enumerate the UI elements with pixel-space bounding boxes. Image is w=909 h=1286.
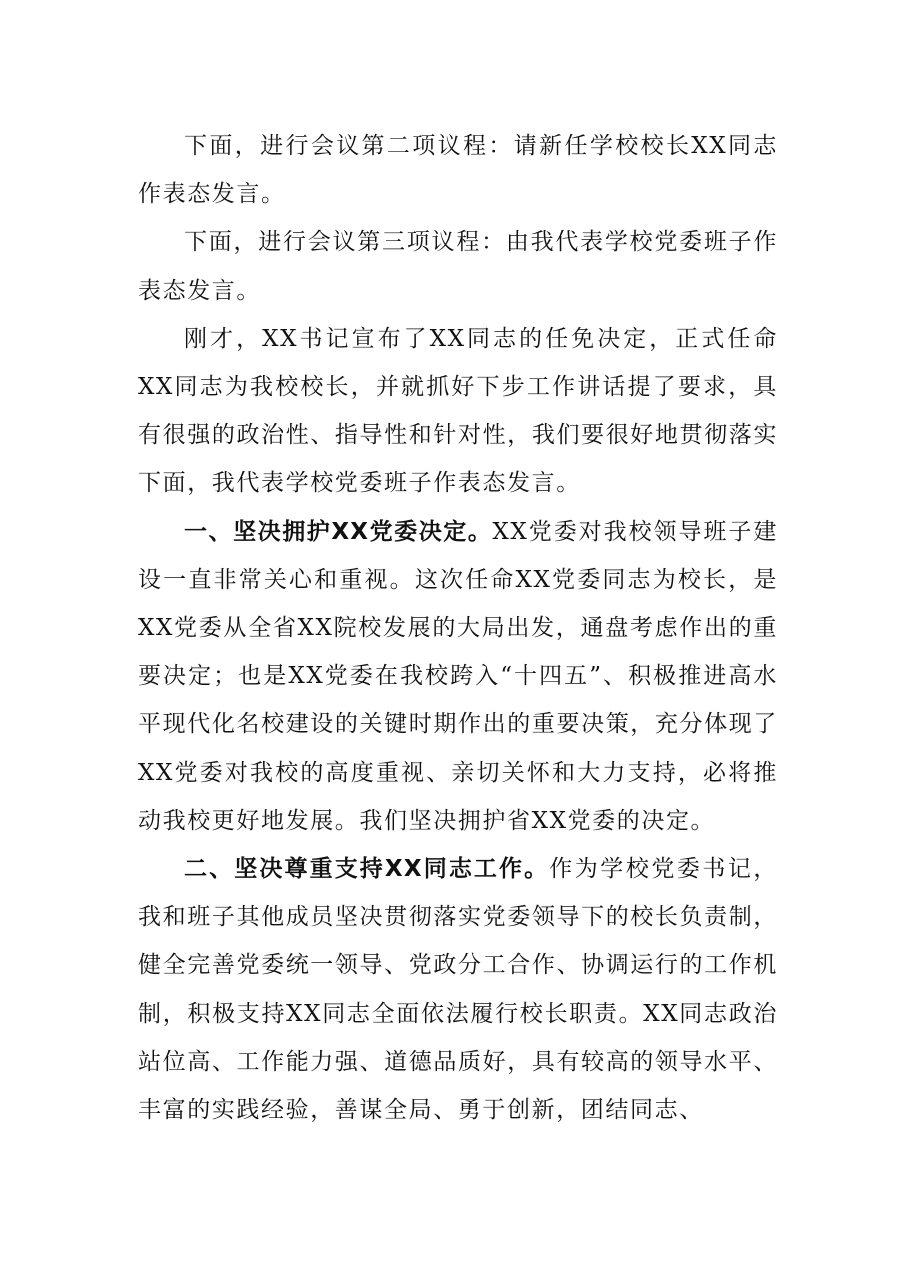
paragraph-agenda-item-3 — [138, 218, 778, 314]
paragraph-section-one — [138, 508, 778, 845]
section-heading: 二、坚决尊重支持XX同志工作。 — [184, 856, 550, 883]
paragraph-agenda-item-2 — [138, 122, 778, 218]
paragraph-text: 刚才，XX书记宣布了XX同志的任免决定，正式任命XX同志为我校校长，并就抓好下步工作讲话提了要求，具有很强的政治性、指导性和针对性，我们要很好地贯彻落实下面，我代表学校党委班子作表态发言。 — [138, 325, 778, 497]
paragraph-text: 下面，进行会议第三项议程：由我代表学校党委班子作表态发言。 — [138, 229, 778, 304]
section-heading: 一、坚决拥护XX党委决定。 — [184, 518, 493, 545]
document-body — [138, 122, 778, 1134]
paragraph-intro-remarks — [138, 315, 778, 508]
paragraph-text: XX党委对我校领导班子建设一直非常关心和重视。这次任命XX党委同志为校长，是XX党委从全省XX院校发展的大局出发，通盘考虑作出的重要决定；也是XX党委在我校跨入“十四五”、积极推进高水平现代化名校建设的关键时期作出的重要决策，充分体现了XX党委对我校的高度重视、亲切关怀和大力支持，必将推动我校更好地发展。我们坚决拥护省XX党委的决定。 — [138, 518, 778, 834]
paragraph-text: 下面，进行会议第二项议程：请新任学校校长XX同志作表态发言。 — [138, 133, 778, 208]
paragraph-text: 作为学校党委书记，我和班子其他成员坚决贯彻落实党委领导下的校长负责制，健全完善党委统一领导、党政分工合作、协调运行的工作机制，积极支持XX同志全面依法履行校长职责。XX同志政治站位高、工作能力强、道德品质好，具有较高的领导水平、丰富的实践经验，善谋全局、勇于创新，团结同志、 — [138, 856, 778, 1124]
paragraph-section-two — [138, 845, 778, 1134]
